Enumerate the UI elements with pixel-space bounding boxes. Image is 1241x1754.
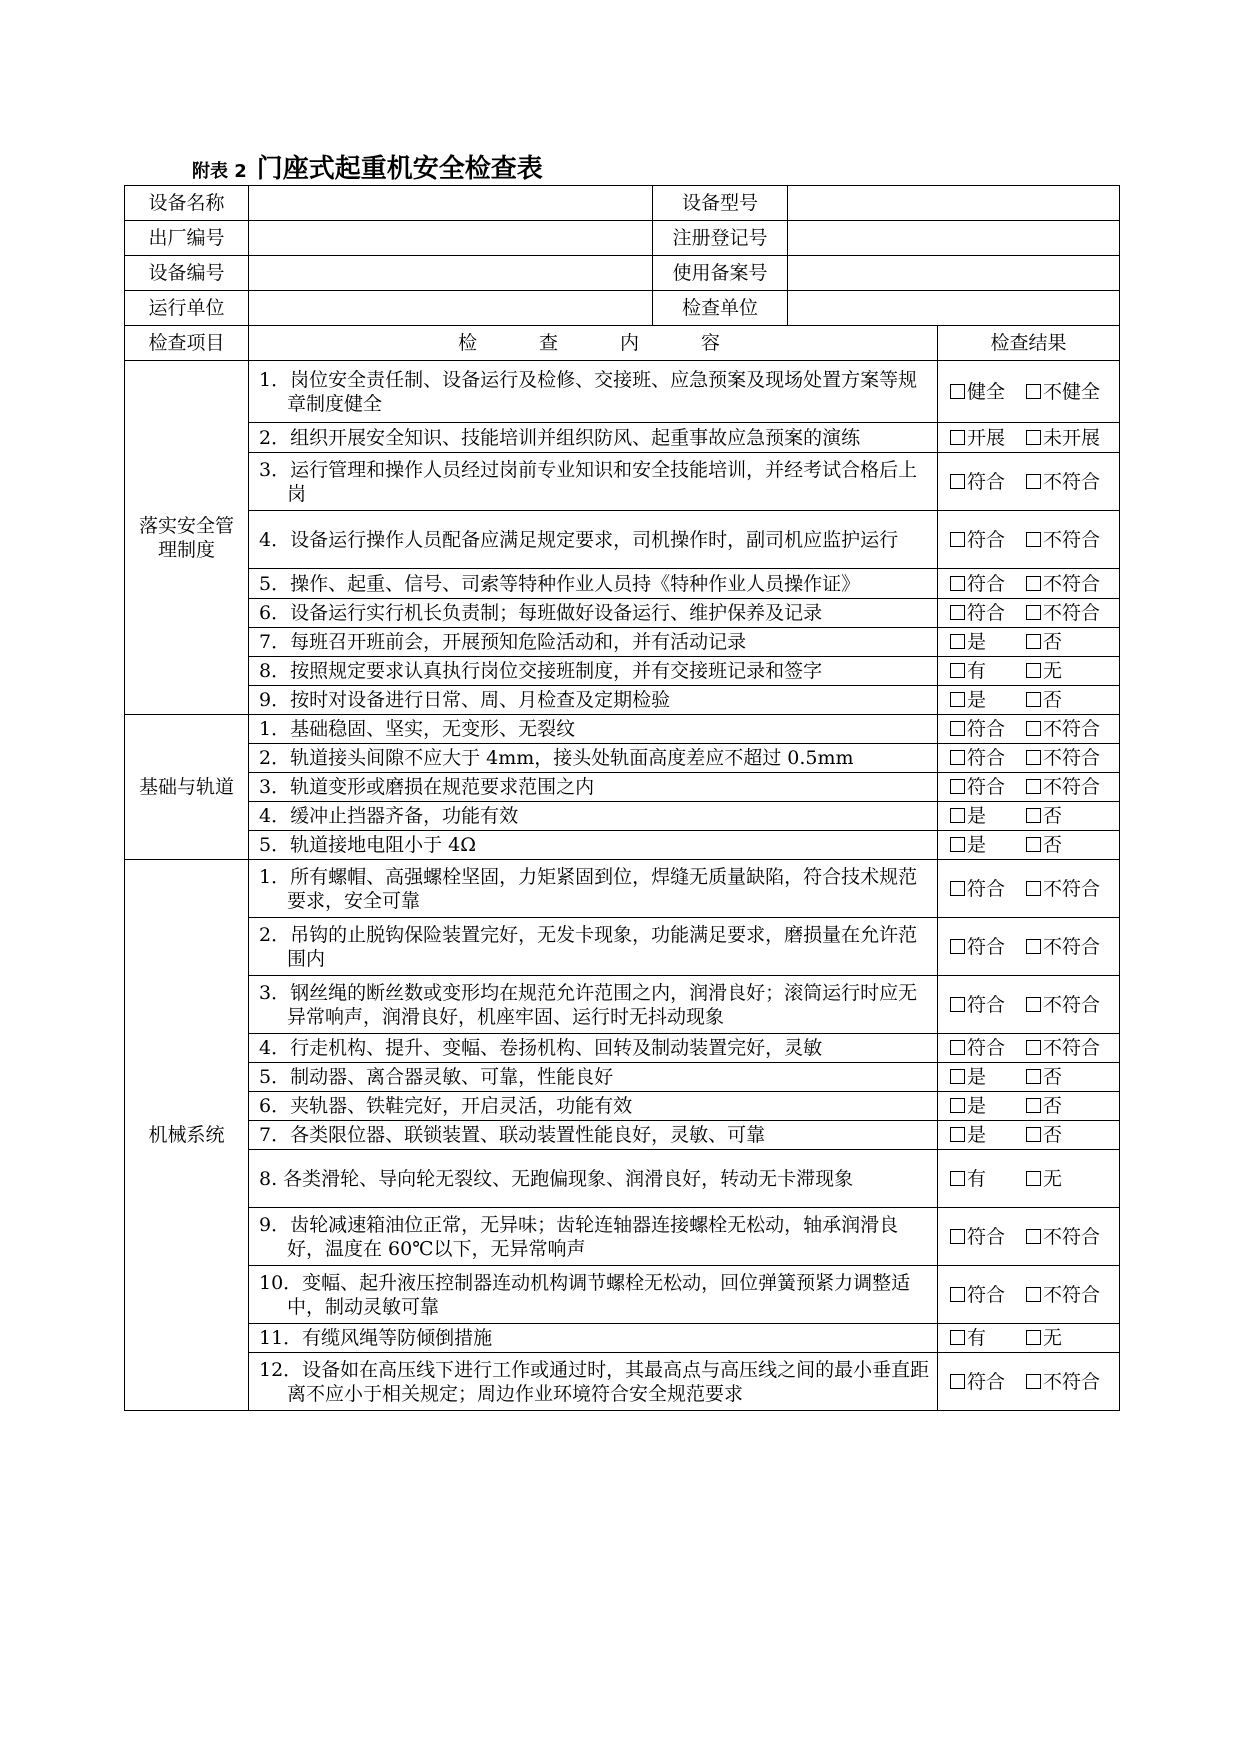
result-cell bbox=[938, 453, 1120, 511]
check-item-cell bbox=[249, 744, 938, 773]
check-row bbox=[125, 361, 1120, 423]
check-item-cell bbox=[249, 1063, 938, 1092]
table-header-row bbox=[125, 326, 1120, 361]
checkbox-icon[interactable] bbox=[950, 779, 965, 794]
result-cell bbox=[938, 1353, 1120, 1411]
option-label: 是 bbox=[967, 805, 987, 827]
result-option[interactable] bbox=[1026, 426, 1100, 450]
check-item-text: 4．设备运行操作人员配备应满足规定要求，司机操作时，副司机应监护运行 bbox=[259, 528, 899, 551]
check-row bbox=[125, 628, 1120, 657]
option-label: 符合 bbox=[967, 572, 1006, 595]
check-item-text: 9．按时对设备进行日常、周、月检查及定期检验 bbox=[259, 689, 671, 711]
option-label: 符合 bbox=[967, 718, 1006, 740]
info-row-2 bbox=[125, 221, 1120, 256]
option-label: 符合 bbox=[967, 877, 1006, 900]
checkbox-icon[interactable] bbox=[950, 1069, 965, 1084]
option-label: 不符合 bbox=[1043, 1283, 1101, 1306]
option-label: 符合 bbox=[967, 470, 1006, 493]
result-option[interactable] bbox=[950, 630, 1026, 654]
checkbox-icon[interactable] bbox=[950, 1040, 965, 1055]
result-option[interactable] bbox=[950, 1370, 1026, 1394]
checkbox-icon[interactable] bbox=[1026, 474, 1041, 489]
checkbox-icon[interactable] bbox=[1026, 1040, 1041, 1055]
check-item-text: 6．设备运行实行机长负责制；每班做好设备运行、维护保养及记录 bbox=[259, 602, 823, 624]
option-label: 符合 bbox=[967, 935, 1006, 958]
check-item-cell bbox=[249, 773, 938, 802]
checkbox-icon[interactable] bbox=[950, 997, 965, 1012]
result-option[interactable] bbox=[950, 746, 1026, 770]
checkbox-icon[interactable] bbox=[1026, 634, 1041, 649]
result-cell bbox=[938, 860, 1120, 918]
option-label: 有 bbox=[967, 660, 987, 682]
check-item-text: 2．组织开展安全知识、技能培训并组织防风、起重事故应急预案的演练 bbox=[259, 426, 861, 449]
checkbox-icon[interactable] bbox=[1026, 1330, 1041, 1345]
result-option[interactable] bbox=[1026, 877, 1100, 901]
result-cell bbox=[938, 976, 1120, 1034]
check-row bbox=[125, 1150, 1120, 1208]
option-label: 是 bbox=[967, 689, 987, 711]
checkbox-icon[interactable] bbox=[950, 1330, 965, 1345]
value-inspection-unit[interactable] bbox=[788, 291, 1120, 326]
checkbox-icon[interactable] bbox=[1026, 384, 1041, 399]
check-item-cell bbox=[249, 599, 938, 628]
check-item-cell bbox=[249, 1353, 938, 1411]
result-option[interactable] bbox=[950, 426, 1026, 450]
check-item-cell bbox=[249, 1092, 938, 1121]
result-cell bbox=[938, 1034, 1120, 1063]
result-option[interactable] bbox=[1026, 470, 1100, 494]
check-item-text: 3．运行管理和操作人员经过岗前专业知识和安全技能培训，并经考试合格后上岗 bbox=[259, 458, 918, 505]
check-item-text: 11．有缆风绳等防倾倒措施 bbox=[259, 1327, 493, 1349]
check-item-text: 1．所有螺帽、高强螺栓坚固，力矩紧固到位，焊缝无质量缺陷，符合技术规范要求，安全可靠 bbox=[259, 865, 918, 912]
check-item-text: 4．行走机构、提升、变幅、卷扬机构、回转及制动装置完好，灵敏 bbox=[259, 1037, 823, 1059]
option-label: 未开展 bbox=[1043, 426, 1101, 449]
result-option[interactable] bbox=[1026, 659, 1062, 683]
checkbox-icon[interactable] bbox=[1026, 576, 1041, 591]
option-label: 符合 bbox=[967, 747, 1006, 769]
check-item-text: 5．轨道接地电阻小于 4Ω bbox=[259, 834, 476, 856]
checkbox-icon[interactable] bbox=[1026, 1229, 1041, 1244]
form-title bbox=[192, 148, 543, 186]
checkbox-icon[interactable] bbox=[950, 750, 965, 765]
check-row bbox=[125, 453, 1120, 511]
result-option[interactable] bbox=[950, 775, 1026, 799]
checkbox-icon[interactable] bbox=[950, 1098, 965, 1113]
result-option[interactable] bbox=[950, 1065, 1026, 1089]
check-row bbox=[125, 744, 1120, 773]
checkbox-icon[interactable] bbox=[1026, 1098, 1041, 1113]
check-item-text: 8. 各类滑轮、导向轮无裂纹、无跑偏现象、润滑良好，转动无卡滞现象 bbox=[259, 1167, 854, 1190]
result-option[interactable] bbox=[950, 833, 1026, 857]
option-label: 不符合 bbox=[1043, 747, 1101, 769]
option-label: 不符合 bbox=[1043, 1225, 1101, 1248]
result-cell bbox=[938, 715, 1120, 744]
check-item-cell bbox=[249, 1034, 938, 1063]
value-operating-unit[interactable] bbox=[249, 291, 653, 326]
check-item-text: 12．设备如在高压线下进行工作或通过时，其最高点与高压线之间的最小垂直距离不应小于相关规定；周边作业环境符合安全规范要求 bbox=[259, 1358, 930, 1405]
check-row bbox=[125, 1353, 1120, 1411]
check-row bbox=[125, 423, 1120, 453]
check-item-text: 5．操作、起重、信号、司索等特种作业人员持《特种作业人员操作证》 bbox=[259, 572, 861, 595]
option-label: 不符合 bbox=[1043, 993, 1101, 1016]
check-item-text: 9．齿轮减速箱油位正常，无异味；齿轮连轴器连接螺栓无松动，轴承润滑良好，温度在 60℃以下，无异常响声 bbox=[259, 1213, 899, 1260]
checkbox-icon[interactable] bbox=[1026, 605, 1041, 620]
result-option[interactable] bbox=[1026, 688, 1062, 712]
checkbox-icon[interactable] bbox=[950, 663, 965, 678]
check-row bbox=[125, 599, 1120, 628]
option-label: 是 bbox=[967, 1124, 987, 1146]
check-item-text: 1．基础稳固、坚实，无变形、无裂纹 bbox=[259, 718, 576, 740]
check-row bbox=[125, 918, 1120, 976]
value-equipment-model[interactable] bbox=[788, 186, 1120, 221]
option-label: 不符合 bbox=[1043, 935, 1101, 958]
option-label: 否 bbox=[1043, 1095, 1063, 1117]
option-label: 是 bbox=[967, 834, 987, 856]
check-item-cell bbox=[249, 860, 938, 918]
result-option[interactable] bbox=[950, 572, 1026, 596]
check-row bbox=[125, 976, 1120, 1034]
result-option[interactable] bbox=[950, 601, 1026, 625]
result-option[interactable] bbox=[950, 688, 1026, 712]
check-item-text: 10．变幅、起升液压控制器连动机构调节螺栓无松动，回位弹簧预紧力调整适中，制动灵敏可靠 bbox=[259, 1271, 911, 1318]
checkbox-icon[interactable] bbox=[950, 808, 965, 823]
info-row-4 bbox=[125, 291, 1120, 326]
result-option[interactable] bbox=[1026, 528, 1100, 552]
checkbox-icon[interactable] bbox=[950, 605, 965, 620]
label-inspection-unit: 检查单位 bbox=[653, 291, 788, 326]
checkbox-icon[interactable] bbox=[1026, 939, 1041, 954]
result-option[interactable] bbox=[1026, 601, 1100, 625]
check-row bbox=[125, 831, 1120, 860]
checkbox-icon[interactable] bbox=[1026, 808, 1041, 823]
label-equipment-model: 设备型号 bbox=[653, 186, 788, 221]
checkbox-icon[interactable] bbox=[950, 881, 965, 896]
result-option[interactable] bbox=[950, 877, 1026, 901]
check-row bbox=[125, 511, 1120, 569]
checkbox-icon[interactable] bbox=[950, 430, 965, 445]
result-cell bbox=[938, 918, 1120, 976]
check-item-cell bbox=[249, 831, 938, 860]
result-option[interactable] bbox=[950, 470, 1026, 494]
check-item-cell bbox=[249, 423, 938, 453]
option-label: 符合 bbox=[967, 776, 1006, 798]
check-item-text: 4．缓冲止挡器齐备，功能有效 bbox=[259, 805, 519, 827]
result-option[interactable] bbox=[1026, 1065, 1062, 1089]
check-row bbox=[125, 1063, 1120, 1092]
result-cell bbox=[938, 423, 1120, 453]
option-label: 不符合 bbox=[1043, 470, 1101, 493]
option-label: 不符合 bbox=[1043, 877, 1101, 900]
result-cell bbox=[938, 1121, 1120, 1150]
result-cell bbox=[938, 657, 1120, 686]
result-cell bbox=[938, 686, 1120, 715]
check-row bbox=[125, 860, 1120, 918]
option-label: 符合 bbox=[967, 993, 1006, 1016]
result-option[interactable] bbox=[950, 1283, 1026, 1307]
result-option[interactable] bbox=[1026, 775, 1100, 799]
header-item: 检查项目 bbox=[125, 326, 249, 361]
result-option[interactable] bbox=[950, 659, 1026, 683]
label-factory-number: 出厂编号 bbox=[125, 221, 249, 256]
check-item-cell bbox=[249, 657, 938, 686]
option-label: 有 bbox=[967, 1167, 987, 1190]
option-label: 否 bbox=[1043, 1124, 1063, 1146]
label-operating-unit: 运行单位 bbox=[125, 291, 249, 326]
check-row bbox=[125, 1121, 1120, 1150]
category-cell: 落实安全管理制度 bbox=[125, 361, 249, 715]
result-option[interactable] bbox=[1026, 1283, 1100, 1307]
result-option[interactable] bbox=[1026, 993, 1100, 1017]
option-label: 不符合 bbox=[1043, 718, 1101, 740]
value-equipment-number[interactable] bbox=[249, 256, 653, 291]
option-label: 不符合 bbox=[1043, 602, 1101, 624]
checkbox-icon[interactable] bbox=[950, 1171, 965, 1186]
check-row bbox=[125, 1266, 1120, 1324]
option-label: 符合 bbox=[967, 1283, 1006, 1306]
result-cell bbox=[938, 1150, 1120, 1208]
category-cell: 机械系统 bbox=[125, 860, 249, 1411]
check-item-cell bbox=[249, 361, 938, 423]
checkbox-icon[interactable] bbox=[950, 1374, 965, 1389]
result-option[interactable] bbox=[1026, 572, 1100, 596]
result-option[interactable] bbox=[950, 804, 1026, 828]
result-cell bbox=[938, 599, 1120, 628]
result-option[interactable] bbox=[1026, 1326, 1062, 1350]
option-label: 是 bbox=[967, 631, 987, 653]
inspection-table bbox=[124, 185, 1120, 1411]
check-item-text: 2．吊钩的止脱钩保险装置完好，无发卡现象，功能满足要求，磨损量在允许范围内 bbox=[259, 923, 918, 970]
result-cell bbox=[938, 1063, 1120, 1092]
checkbox-icon[interactable] bbox=[950, 1287, 965, 1302]
result-option[interactable] bbox=[1026, 833, 1062, 857]
info-row-1 bbox=[125, 186, 1120, 221]
checkbox-icon[interactable] bbox=[1026, 721, 1041, 736]
checkbox-icon[interactable] bbox=[950, 1229, 965, 1244]
check-item-text: 7．各类限位器、联锁装置、联动装置性能良好，灵敏、可靠 bbox=[259, 1124, 766, 1146]
check-item-text: 8．按照规定要求认真执行岗位交接班制度，并有交接班记录和签字 bbox=[259, 660, 823, 682]
result-option[interactable] bbox=[950, 1326, 1026, 1350]
result-cell bbox=[938, 511, 1120, 569]
option-label: 是 bbox=[967, 1066, 987, 1088]
check-item-cell bbox=[249, 1208, 938, 1266]
result-option[interactable] bbox=[950, 935, 1026, 959]
result-cell bbox=[938, 831, 1120, 860]
result-option[interactable] bbox=[1026, 746, 1100, 770]
check-item-text: 6．夹轨器、铁鞋完好，开启灵活，功能有效 bbox=[259, 1095, 633, 1117]
check-item-cell bbox=[249, 1121, 938, 1150]
result-option[interactable] bbox=[1026, 717, 1100, 741]
option-label: 符合 bbox=[967, 602, 1006, 624]
result-cell bbox=[938, 1266, 1120, 1324]
check-item-text: 1．岗位安全责任制、设备运行及检修、交接班、应急预案及现场处置方案等规章制度健全 bbox=[259, 368, 918, 415]
option-label: 符合 bbox=[967, 1370, 1006, 1393]
result-option[interactable] bbox=[950, 1225, 1026, 1249]
header-content: 检查内容 bbox=[249, 326, 938, 361]
result-cell bbox=[938, 773, 1120, 802]
option-label: 否 bbox=[1043, 631, 1063, 653]
check-row bbox=[125, 569, 1120, 599]
checkbox-icon[interactable] bbox=[950, 939, 965, 954]
check-item-cell bbox=[249, 453, 938, 511]
label-equipment-number: 设备编号 bbox=[125, 256, 249, 291]
check-item-text: 5．制动器、离合器灵敏、可靠，性能良好 bbox=[259, 1066, 614, 1088]
value-filing-number[interactable] bbox=[788, 256, 1120, 291]
checkbox-icon[interactable] bbox=[950, 721, 965, 736]
check-item-text: 2．轨道接头间隙不应大于 4mm，接头处轨面高度差应不超过 0.5mm bbox=[259, 747, 854, 769]
checkbox-icon[interactable] bbox=[1026, 1127, 1041, 1142]
check-row bbox=[125, 1208, 1120, 1266]
result-option[interactable] bbox=[950, 1123, 1026, 1147]
result-option[interactable] bbox=[950, 1094, 1026, 1118]
result-option[interactable] bbox=[1026, 804, 1062, 828]
check-row bbox=[125, 802, 1120, 831]
check-row bbox=[125, 1324, 1120, 1353]
result-cell bbox=[938, 569, 1120, 599]
result-cell bbox=[938, 744, 1120, 773]
option-label: 否 bbox=[1043, 834, 1063, 856]
result-cell bbox=[938, 1092, 1120, 1121]
label-registration-number: 注册登记号 bbox=[653, 221, 788, 256]
option-label: 开展 bbox=[967, 426, 1006, 449]
check-item-cell bbox=[249, 628, 938, 657]
checkbox-icon[interactable] bbox=[1026, 1171, 1041, 1186]
result-option[interactable] bbox=[950, 528, 1026, 552]
option-label: 否 bbox=[1043, 1066, 1063, 1088]
checkbox-icon[interactable] bbox=[1026, 837, 1041, 852]
title-main: 门座式起重机安全检查表 bbox=[256, 154, 543, 184]
result-option[interactable] bbox=[950, 1036, 1026, 1060]
check-item-text: 7．每班召开班前会，开展预知危险活动和，并有活动记录 bbox=[259, 631, 747, 653]
checkbox-icon[interactable] bbox=[1026, 750, 1041, 765]
category-cell: 基础与轨道 bbox=[125, 715, 249, 860]
result-option[interactable] bbox=[950, 1167, 1026, 1191]
checkbox-icon[interactable] bbox=[1026, 881, 1041, 896]
check-row bbox=[125, 1034, 1120, 1063]
option-label: 无 bbox=[1043, 660, 1063, 682]
result-option[interactable] bbox=[950, 717, 1026, 741]
option-label: 不健全 bbox=[1043, 380, 1101, 403]
check-item-text: 3．钢丝绳的断丝数或变形均在规范允许范围之内，润滑良好；滚筒运行时应无异常响声，润滑良好，机座牢固、运行时无抖动现象 bbox=[259, 981, 918, 1028]
check-row bbox=[125, 1092, 1120, 1121]
checkbox-icon[interactable] bbox=[1026, 532, 1041, 547]
result-cell bbox=[938, 802, 1120, 831]
option-label: 不符合 bbox=[1043, 1370, 1101, 1393]
check-row bbox=[125, 657, 1120, 686]
check-row bbox=[125, 715, 1120, 744]
option-label: 不符合 bbox=[1043, 528, 1101, 551]
checkbox-icon[interactable] bbox=[950, 837, 965, 852]
option-label: 不符合 bbox=[1043, 776, 1101, 798]
check-item-cell bbox=[249, 1324, 938, 1353]
checkbox-icon[interactable] bbox=[950, 384, 965, 399]
checkbox-icon[interactable] bbox=[950, 634, 965, 649]
check-item-text: 3．轨道变形或磨损在规范要求范围之内 bbox=[259, 776, 595, 798]
option-label: 有 bbox=[967, 1327, 987, 1349]
result-option[interactable] bbox=[1026, 1370, 1100, 1394]
check-item-cell bbox=[249, 686, 938, 715]
check-item-cell bbox=[249, 918, 938, 976]
result-cell bbox=[938, 1324, 1120, 1353]
checkbox-icon[interactable] bbox=[1026, 997, 1041, 1012]
check-row bbox=[125, 686, 1120, 715]
checkbox-icon[interactable] bbox=[950, 692, 965, 707]
checkbox-icon[interactable] bbox=[1026, 1069, 1041, 1084]
option-label: 无 bbox=[1043, 1327, 1063, 1349]
option-label: 否 bbox=[1043, 689, 1063, 711]
result-option[interactable] bbox=[1026, 1225, 1100, 1249]
result-option[interactable] bbox=[1026, 630, 1062, 654]
check-item-cell bbox=[249, 1150, 938, 1208]
result-option[interactable] bbox=[1026, 1123, 1062, 1147]
value-factory-number[interactable] bbox=[249, 221, 653, 256]
header-result: 检查结果 bbox=[938, 326, 1120, 361]
check-item-cell bbox=[249, 511, 938, 569]
option-label: 否 bbox=[1043, 805, 1063, 827]
option-label: 不符合 bbox=[1043, 572, 1101, 595]
result-option[interactable] bbox=[950, 380, 1026, 404]
option-label: 无 bbox=[1043, 1167, 1063, 1190]
checkbox-icon[interactable] bbox=[1026, 1287, 1041, 1302]
checkbox-icon[interactable] bbox=[1026, 1374, 1041, 1389]
check-item-cell bbox=[249, 802, 938, 831]
result-option[interactable] bbox=[1026, 1036, 1100, 1060]
checkbox-icon[interactable] bbox=[950, 532, 965, 547]
result-option[interactable] bbox=[1026, 380, 1100, 404]
option-label: 符合 bbox=[967, 528, 1006, 551]
check-row bbox=[125, 773, 1120, 802]
checkbox-icon[interactable] bbox=[1026, 430, 1041, 445]
checkbox-icon[interactable] bbox=[950, 474, 965, 489]
result-cell bbox=[938, 628, 1120, 657]
checkbox-icon[interactable] bbox=[950, 576, 965, 591]
result-option[interactable] bbox=[950, 993, 1026, 1017]
checkbox-icon[interactable] bbox=[950, 1127, 965, 1142]
option-label: 符合 bbox=[967, 1225, 1006, 1248]
check-item-cell bbox=[249, 715, 938, 744]
result-option[interactable] bbox=[1026, 1094, 1062, 1118]
value-registration-number[interactable] bbox=[788, 221, 1120, 256]
result-option[interactable] bbox=[1026, 1167, 1062, 1191]
option-label: 符合 bbox=[967, 1037, 1006, 1059]
checkbox-icon[interactable] bbox=[1026, 779, 1041, 794]
check-item-cell bbox=[249, 1266, 938, 1324]
option-label: 是 bbox=[967, 1095, 987, 1117]
option-label: 不符合 bbox=[1043, 1037, 1101, 1059]
result-cell bbox=[938, 1208, 1120, 1266]
label-filing-number: 使用备案号 bbox=[653, 256, 788, 291]
result-option[interactable] bbox=[1026, 935, 1100, 959]
result-cell bbox=[938, 361, 1120, 423]
checkbox-icon[interactable] bbox=[1026, 692, 1041, 707]
check-item-cell bbox=[249, 976, 938, 1034]
option-label: 健全 bbox=[967, 380, 1006, 403]
check-item-cell bbox=[249, 569, 938, 599]
label-equipment-name: 设备名称 bbox=[125, 186, 249, 221]
value-equipment-name[interactable] bbox=[249, 186, 653, 221]
info-row-3 bbox=[125, 256, 1120, 291]
checkbox-icon[interactable] bbox=[1026, 663, 1041, 678]
title-prefix: 附表 2 bbox=[192, 161, 247, 182]
